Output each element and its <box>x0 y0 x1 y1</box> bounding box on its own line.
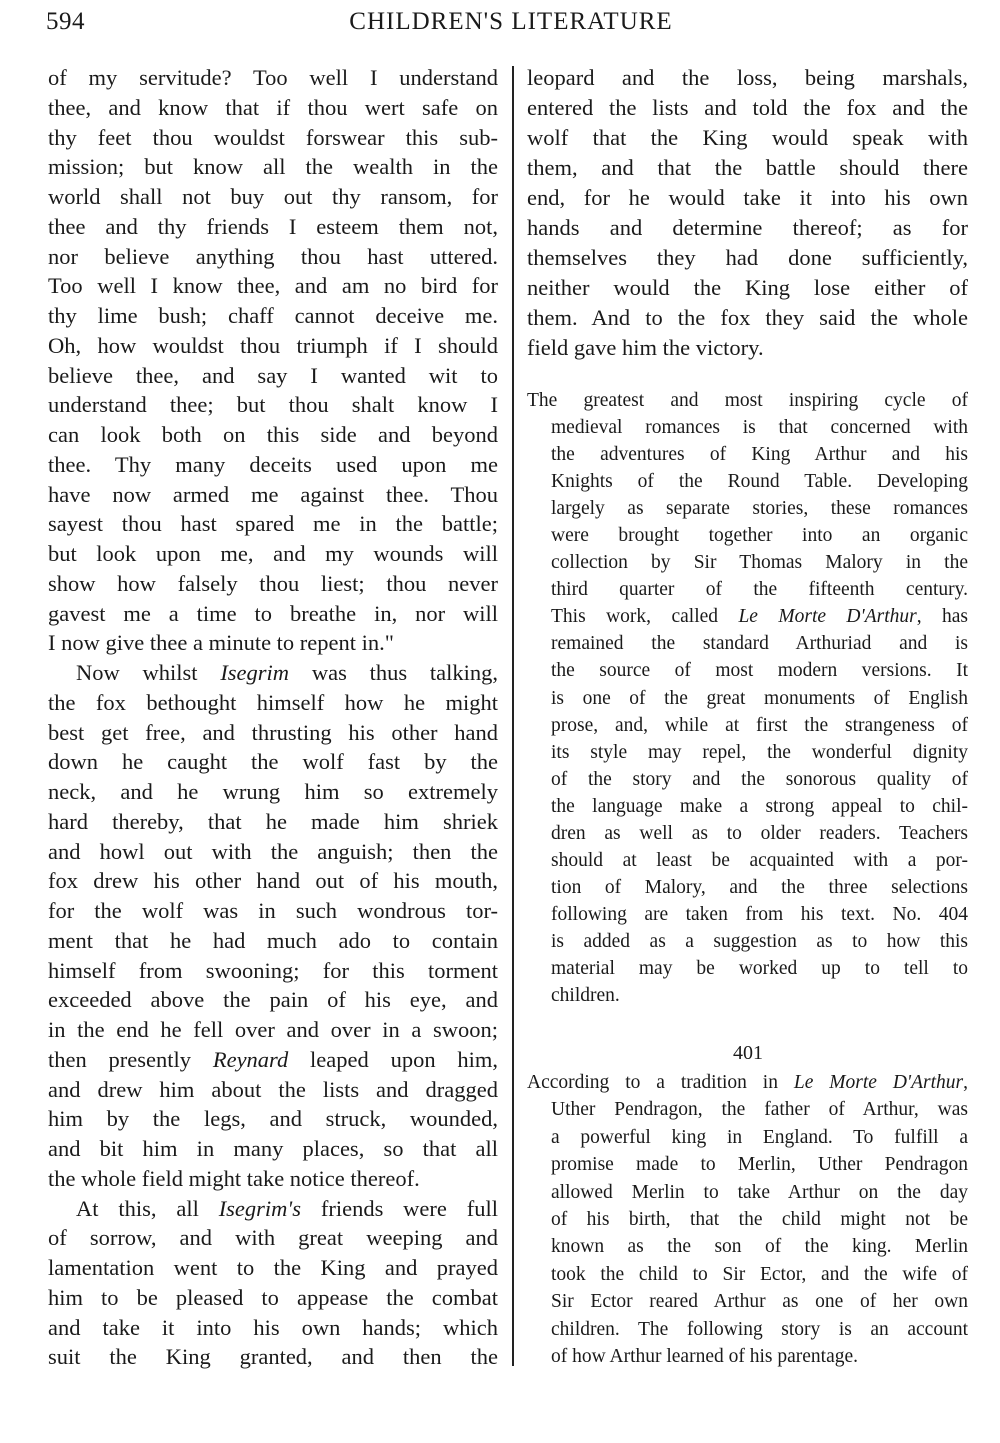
text-line: of the story and the sonorous quality of <box>551 768 968 790</box>
text-line: the fox bethought himself how he might <box>48 689 498 715</box>
text-line: sayest thou hast spared me in the battle; <box>48 511 498 537</box>
text-line: entered the lists and told the fox and the <box>527 95 968 120</box>
page-number: 594 <box>46 8 85 35</box>
text-line: neck, and he wrung him so extremely <box>48 779 498 804</box>
text-line: and bit him in many places, so that all <box>48 1136 498 1161</box>
text-line: the language make a strong appeal to chil- <box>551 795 968 817</box>
text-line: in the end he fell over and over in a swoon; <box>48 1017 498 1042</box>
text-line: hands and determine thereof; as for <box>527 215 968 240</box>
editorial-introduction <box>527 387 968 1009</box>
text-line: gavest me a time to breathe in, nor will <box>48 600 498 626</box>
italic-title: Le Morte D'Arthur <box>793 1072 964 1093</box>
text-line: known as the son of the king. Merlin <box>551 1236 968 1258</box>
text-line: At this, all Isegrim's friends were full <box>76 1195 498 1221</box>
text-line: wolf that the King would speak with <box>527 125 968 150</box>
text-line: him to be pleased to appease the combat <box>48 1284 498 1310</box>
text-line: tion of Malory, and the three selections <box>551 876 968 898</box>
text-line: Sir Ector reared Arthur as one of her own <box>551 1291 968 1313</box>
text-line: the source of most modern versions. It <box>551 660 968 682</box>
text-line: I now give thee a minute to repent in." <box>48 630 394 656</box>
text-line: allowed Merlin to take Arthur on the day <box>551 1181 968 1203</box>
column-divider <box>512 66 514 1366</box>
text-line: is added as a suggestion as to how this <box>551 930 968 952</box>
text-line: dren as well as to older readers. Teachers <box>551 822 968 844</box>
text-line: remained the standard Arthuriad and is <box>551 633 968 655</box>
text-line: have now armed me against thee. Thou <box>48 481 498 507</box>
text-line: a powerful king in England. To fulfill a <box>551 1126 968 1148</box>
text-line: Oh, how wouldst thou triumph if I should <box>48 332 498 358</box>
text-line: them, and that the battle should there <box>527 155 968 180</box>
text-line: should at least be acquainted with a por- <box>551 849 968 871</box>
text-line: lamentation went to the King and prayed <box>48 1255 498 1280</box>
text-line: The greatest and most inspiring cycle of <box>527 390 968 411</box>
text-line: and howl out with the anguish; then the <box>48 838 498 864</box>
text-line: believe thee, and say I wanted wit to <box>48 362 498 388</box>
text-line: then presently Reynard leaped upon him, <box>48 1046 499 1072</box>
text-line: collection by Sir Thomas Malory in the <box>551 552 968 574</box>
text-line: ment that he had much ado to contain <box>48 927 498 953</box>
text-line: its style may repel, the wonderful dignity <box>551 741 968 763</box>
text-line: of my servitude? Too well I understand <box>48 65 498 90</box>
text-line: medieval romances is that concerned with <box>551 417 968 439</box>
text-line: them. And to the fox they said the whole <box>527 305 968 330</box>
text-line: best get free, and thrusting his other hand <box>48 719 498 745</box>
italic-title: Isegrim's <box>218 1195 301 1221</box>
left-column <box>48 63 498 1372</box>
text-line: Uther Pendragon, the father of Arthur, was <box>551 1099 968 1121</box>
text-line: of sorrow, and with great weeping and <box>48 1225 498 1251</box>
text-line: field gave him the victory. <box>527 335 764 360</box>
text-line: thee. Thy many deceits used upon me <box>48 451 498 477</box>
selection-headnote <box>527 1069 968 1370</box>
italic-title: Isegrim <box>220 660 290 685</box>
text-line: him by the legs, and struck, wounded, <box>48 1106 498 1132</box>
text-line: nor believe anything thou hast uttered. <box>48 243 498 269</box>
text-line: following are taken from his text. No. 404 <box>551 903 968 925</box>
text-line: of his birth, that the child might not be <box>551 1208 968 1230</box>
text-line: children. <box>551 985 620 1007</box>
text-line: This work, called Le Morte D'Arthur, has <box>551 606 968 628</box>
story-conclusion <box>527 63 968 363</box>
text-line: end, for he would take it into his own <box>527 185 968 210</box>
text-line: Too well I know thee, and am no bird for <box>48 273 498 299</box>
text-line: Now whilst Isegrim was thus talking, <box>76 660 498 685</box>
text-line: for the wolf was in such wondrous tor- <box>48 898 498 923</box>
text-line: children. The following story is an account <box>551 1318 968 1340</box>
text-line: understand thee; but thou shalt know I <box>48 392 498 418</box>
text-line: hard thereby, that he made him shriek <box>48 808 498 834</box>
selection-number: 401 <box>733 1042 763 1064</box>
text-line: but look upon me, and my wounds will <box>48 541 498 566</box>
text-line: and drew him about the lists and dragged <box>48 1076 498 1102</box>
text-line: mission; but know all the wealth in the <box>48 154 498 180</box>
text-line: the adventures of King Arthur and his <box>551 444 968 466</box>
text-line: largely as separate stories, these romances <box>551 498 968 520</box>
text-line: world shall not buy out thy ransom, for <box>48 184 498 209</box>
text-line: is one of the great monuments of English <box>551 687 968 709</box>
text-line: leopard and the loss, being marshals, <box>527 65 968 90</box>
text-line: suit the King granted, and then the <box>48 1344 498 1370</box>
text-line: exceeded above the pain of his eye, and <box>48 987 498 1013</box>
text-line: took the child to Sir Ector, and the wife of <box>551 1263 968 1285</box>
text-line: of how Arthur learned of his parentage. <box>551 1345 859 1367</box>
text-line: can look both on this side and beyond <box>48 422 498 447</box>
text-line: third quarter of the fifteenth century. <box>551 579 968 601</box>
text-line: neither would the King lose either of <box>527 275 968 300</box>
text-line: show how falsely thou liest; thou never <box>48 570 498 596</box>
text-line: and take it into his own hands; which <box>48 1314 498 1340</box>
text-line: thee, and know that if thou wert safe on <box>48 94 498 120</box>
text-line: down he caught the wolf fast by the <box>48 749 498 775</box>
text-line: material may be worked up to tell to <box>551 957 968 979</box>
text-line: promise made to Merlin, Uther Pendragon <box>551 1154 968 1176</box>
text-line: themselves they had done sufficiently, <box>527 245 968 270</box>
text-line: himself from swooning; for this torment <box>48 957 498 983</box>
text-line: According to a tradition in Le Morte D'Arthur, <box>527 1072 968 1093</box>
running-head: CHILDREN'S LITERATURE <box>349 8 673 35</box>
text-line: thy feet thou wouldst forswear this sub- <box>48 124 498 150</box>
italic-title: Reynard <box>212 1046 289 1072</box>
text-line: the whole field might take notice thereof. <box>48 1165 420 1191</box>
text-line: thee and thy friends I esteem them not, <box>48 213 498 239</box>
text-line: Knights of the Round Table. Developing <box>551 471 968 493</box>
text-line: prose, and, while at first the strangeness of <box>551 714 968 736</box>
text-line: fox drew his other hand out of his mouth, <box>48 868 498 894</box>
text-line: thy lime bush; chaff cannot deceive me. <box>48 303 498 328</box>
italic-title: Le Morte D'Arthur <box>738 606 917 628</box>
text-line: were brought together into an organic <box>551 525 968 547</box>
